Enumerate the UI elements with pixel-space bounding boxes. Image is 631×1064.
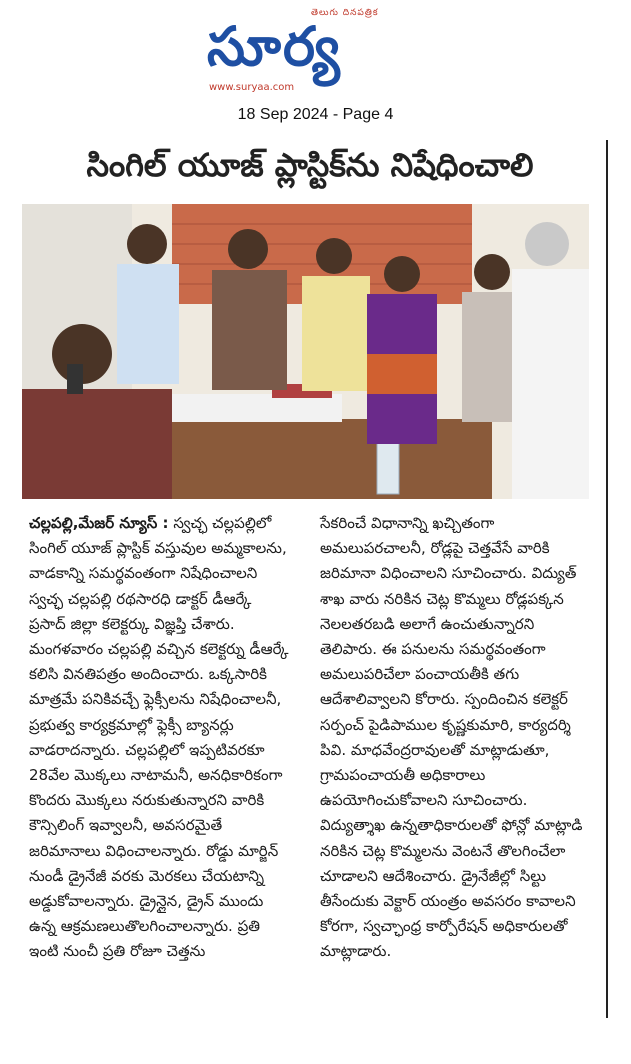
- issue-date-page: 18 Sep 2024 - Page 4: [237, 106, 394, 123]
- article-body-right: సేకరించే విధానాన్ని ఖచ్చితంగా అమలుపరచాలనీ, రోడ్లపై చెత్తవేసే వారికి జరిమానా విధించాలని సూచించారు. విద్యుత్ శాఖ వారు నరికిన చెట్ల కొమ్మలు రోడ్లపక్కన నెలలతరబడి అలాగే ఉంచుతున్నారని తెలిపారు. ఈ పనులను సమర్థవంతంగా అమలుపరిచేలా పంచాయతీకి తగు ఆదేశాలివ్వాలని కోరారు. స్పందించిన కలెక్టర్ సర్పంచ్ పైడిపాముల కృష్ణకుమారి, కార్యదర్శి పివి. మాధవేంద్రరావులతో మాట్లాడుతూ, గ్రామపంచాయతీ అధికారాలు ఉపయోగించుకోవాలని సూచించారు. విద్యుత్శాఖ ఉన్నతాధికారులతో ఫోన్లో మాట్లాడి నరికిన చెట్ల కొమ్మలను వెంటనే తొలగించేలా చూడాలని ఆదేశించారు. డ్రైనేజీల్లో సిల్టు తీసేందుకు వెక్టార్ యంత్రం అవసరం కావాలని కోరగా, స్వచ్ఛాంధ్ర కార్పోరేషన్ అధికారులతో మాట్లాడారు.: [320, 514, 583, 961]
- masthead-url: www.suryaa.com: [209, 82, 295, 93]
- article-headline: సింగిల్ యూజ్ ప్లాస్టిక్‌ను నిషేధించాలి: [86, 146, 534, 184]
- article-body-left: స్వచ్ఛ చల్లపల్లిలో సింగిల్ యూజ్ ప్లాస్టిక్ వస్తువుల అమ్మకాలను, వాడకాన్ని సమర్థవంతంగా నిషేధించాలని స్వచ్ఛ చల్లపల్లి రథసారధి డాక్టర్ డీఆర్కే ప్రసాద్ జిల్లా కలెక్టర్కు విజ్ఞప్తి చేశారు. మంగళవారం చల్లపల్లి వచ్చిన కలెక్టర్ను డీఆర్కే కలిసి వినతిపత్రం అందించారు. ఒక్కసారికి మాత్రమే పనికివచ్చే ఫ్లెక్సీలను నిషేధించాలనీ, ప్రభుత్వ కార్యక్రమాల్లో ఫ్లెక్సీ బ్యానర్లు వాడరాదన్నారు. చల్లపల్లిలో ఇప్పటివరకూ 28వేల మొక్కలు నాటామనీ, అనధికారికంగా కొందరు మొక్కలు నరుకుతున్నారని వారికి కౌన్సిలింగ్ ఇవ్వాలనీ, అవసరమైతే జరిమానాలు విధించాలన్నారు. రోడ్డు మార్జిన్ నుండీ డ్రైనేజీ వరకు మెరకలు చేయటాన్ని అడ్డుకోవాలన్నారు. డ్రైన్లైన, డ్రైన్ ముందు ఉన్న ఆక్రమణలుతొలగించాలన్నారు. ప్రతి ఇంటి నుంచీ ప్రతి రోజూ చెత్తను: [29, 514, 289, 961]
- article-column-right: [320, 511, 592, 965]
- column-divider: [606, 140, 608, 1018]
- article-paragraph: [29, 511, 291, 965]
- article-photo: [22, 204, 589, 499]
- article-dateline: చల్లపల్లి,మేజర్ న్యూస్ :: [29, 514, 169, 532]
- masthead-tagline: తెలుగు దినపత్రిక: [311, 8, 379, 18]
- masthead: [195, 6, 445, 98]
- article-column-left: [29, 511, 291, 965]
- photo-illustration: [22, 204, 589, 499]
- newspaper-logo: సూర్య: [207, 15, 342, 78]
